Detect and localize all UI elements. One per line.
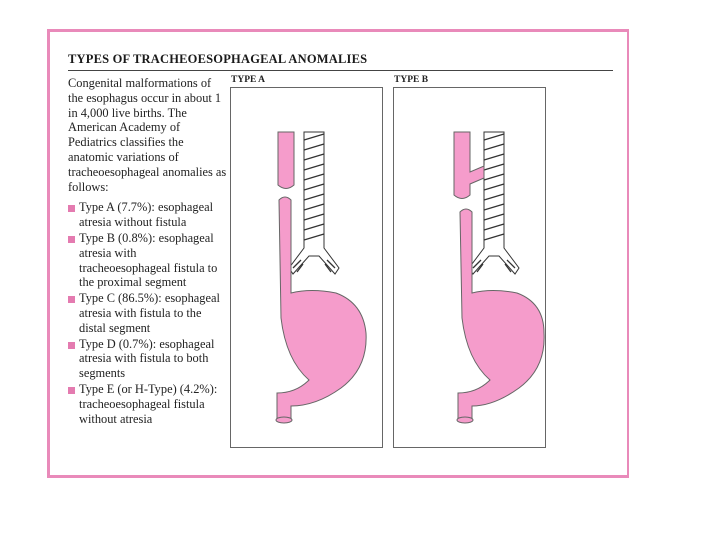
title-divider [68,70,613,71]
duodenum-opening [276,417,292,423]
type-b-panel [393,75,546,448]
type-a-illustration [231,88,384,449]
bullet-icon [68,205,75,212]
trachea [289,132,339,274]
bullet-icon [68,296,75,303]
type-a-panel [230,75,383,448]
bullet-icon [68,387,75,394]
type-b-illustration [394,88,547,449]
type-e-text: Type E (or H-Type) (4.2%): tracheoesophageal fistula without atresia [79,381,218,426]
type-list-item [68,231,228,290]
proximal-pouch-with-fistula [454,132,484,199]
duodenum-opening [457,417,473,423]
type-b-text: Type B (0.8%): esophageal atresia with tracheoesophageal fistula to the proximal segment [79,230,218,290]
type-list-item [68,382,228,426]
type-list-item [68,200,228,230]
type-list-item [68,337,228,381]
bullet-icon [68,342,75,349]
figure-frame [47,29,629,478]
description-column [68,76,228,427]
proximal-esophageal-pouch [278,132,294,189]
type-a-text: Type A (7.7%): esophageal atresia without fistula [79,200,214,230]
panel-label: TYPE A [231,75,266,85]
intro-text: Congenital malformations of the esophagus occur in about 1 in 4,000 live births. The American Academy of Pediatrics classifies the anatomic variations of tracheoesophageal anomalies as follows: [68,76,227,194]
bullet-icon [68,236,75,243]
figure-title: TYPES OF TRACHEOESOPHAGEAL ANOMALIES [68,52,368,66]
trachea [469,132,519,274]
panel-label: TYPE B [394,75,429,85]
type-list-item [68,291,228,335]
type-c-text: Type C (86.5%): esophageal atresia with fistula to the distal segment [79,291,220,335]
type-d-text: Type D (0.7%): esophageal atresia with fistula to both segments [79,336,215,381]
type-list [68,200,228,426]
